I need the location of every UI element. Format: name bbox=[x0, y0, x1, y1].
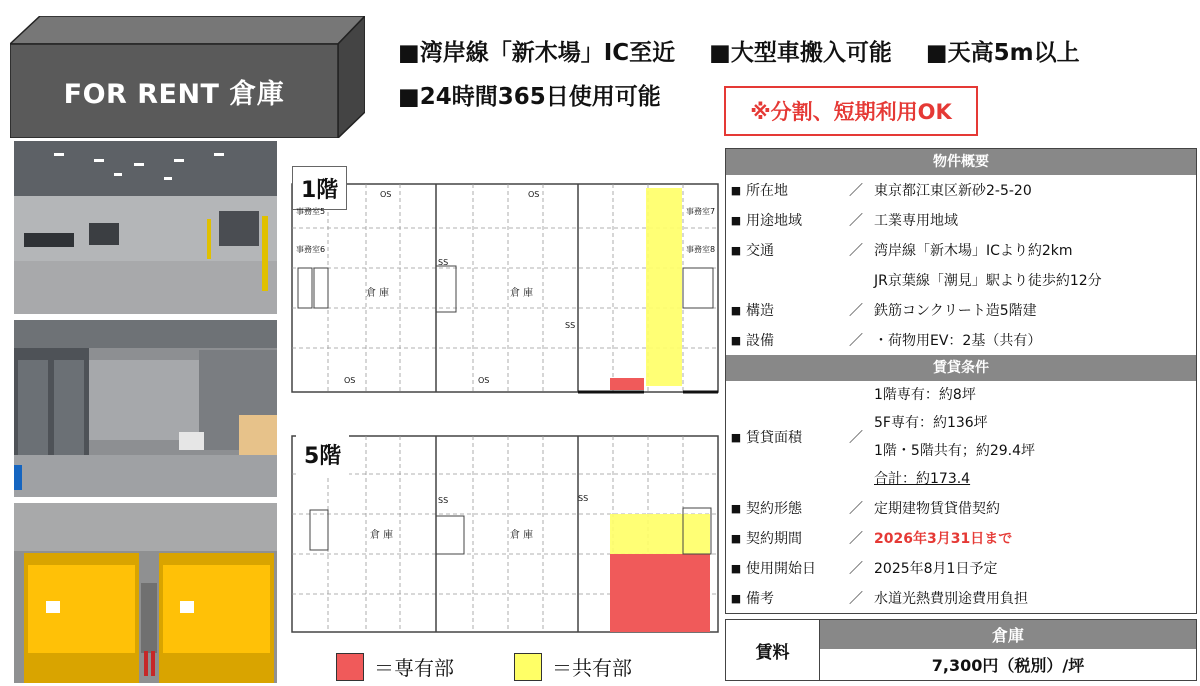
info-key: 賃貸面積 bbox=[746, 430, 802, 446]
os-label: OS bbox=[380, 190, 392, 199]
rent-header: 倉庫 bbox=[820, 620, 1196, 649]
os-label: OS bbox=[478, 376, 490, 385]
floor-plan-5f-drawing bbox=[288, 424, 720, 640]
bullet: ■ bbox=[730, 531, 742, 545]
info-value: 水道光熱費別途費用負担 bbox=[874, 591, 1028, 607]
slash: ／ bbox=[849, 333, 863, 349]
floor-plan-1f-drawing bbox=[288, 158, 720, 398]
info-value: 湾岸線「新木場」ICより約2km bbox=[874, 243, 1073, 259]
bullet: ■ bbox=[730, 561, 742, 575]
info-row bbox=[726, 205, 1196, 235]
feature-row-1 bbox=[398, 28, 1198, 72]
floor-label-5f: 5階 bbox=[296, 432, 349, 476]
rent-table bbox=[725, 619, 1197, 681]
feature-item: ■24時間365日使用可能 bbox=[398, 83, 661, 110]
page-title: FOR RENT 倉庫 bbox=[63, 78, 285, 110]
info-value: 東京都江東区新砂2-5-20 bbox=[874, 183, 1032, 199]
info-key: 使用開始日 bbox=[746, 561, 816, 577]
info-row bbox=[726, 325, 1196, 355]
feature-item: ■天高5m以上 bbox=[925, 39, 1080, 66]
room-label: 事務室6 bbox=[296, 245, 326, 254]
slash: ／ bbox=[849, 243, 863, 259]
section-header-overview: 物件概要 bbox=[726, 149, 1196, 175]
slash: ／ bbox=[849, 213, 863, 229]
warehouse-label: 倉 庫 bbox=[366, 288, 390, 299]
info-value: ・荷物用EV：2基（共有） bbox=[874, 333, 1042, 349]
info-value: 2025年8月1日予定 bbox=[874, 561, 998, 577]
info-key: 設備 bbox=[746, 333, 774, 349]
info-row bbox=[726, 553, 1196, 583]
info-row bbox=[726, 583, 1196, 613]
feature-item: ■湾岸線「新木場」IC至近 bbox=[398, 39, 676, 66]
area-value: 5F専有：約136坪 bbox=[874, 415, 988, 431]
info-row bbox=[726, 265, 1196, 295]
room-label: 事務室8 bbox=[686, 245, 716, 254]
info-key: 交通 bbox=[746, 243, 774, 259]
info-row bbox=[726, 523, 1196, 553]
warehouse-label: 倉 庫 bbox=[510, 530, 534, 541]
room-label: 事務室7 bbox=[686, 207, 716, 216]
photo-loading-area bbox=[14, 320, 277, 497]
bullet: ■ bbox=[730, 243, 742, 257]
info-row bbox=[726, 493, 1196, 523]
warehouse-label: 倉 庫 bbox=[370, 530, 394, 541]
rent-value: 7,300円（税別）/坪 bbox=[931, 656, 1085, 675]
floor-label-1f: 1階 bbox=[292, 166, 347, 210]
floor-plan-5f bbox=[288, 424, 720, 640]
legend-swatch-exclusive bbox=[336, 653, 364, 681]
bullet: ■ bbox=[730, 213, 742, 227]
ss-label: SS bbox=[438, 258, 449, 267]
floor-plan-1f bbox=[288, 158, 720, 398]
info-value: JR京葉線「潮見」駅より徒歩約12分 bbox=[874, 273, 1102, 289]
info-key: 備考 bbox=[746, 591, 774, 607]
notice-box: ※分割、短期利用OK bbox=[724, 86, 978, 136]
ss-label: SS bbox=[578, 494, 589, 503]
photo-warehouse-interior bbox=[14, 141, 277, 314]
info-row bbox=[726, 175, 1196, 205]
slash: ／ bbox=[849, 183, 863, 199]
info-value: 工業専用地域 bbox=[874, 213, 958, 229]
os-label: OS bbox=[528, 190, 540, 199]
bullet: ■ bbox=[730, 430, 742, 444]
legend-label-shared: ＝共有部 bbox=[552, 656, 632, 680]
ss-label: SS bbox=[438, 496, 449, 505]
feature-item: ■大型車搬入可能 bbox=[709, 39, 892, 66]
slash: ／ bbox=[849, 501, 863, 517]
os-label: OS bbox=[344, 376, 356, 385]
legend bbox=[336, 652, 632, 681]
info-key: 契約期間 bbox=[746, 531, 802, 547]
area-value: 1階・5階共有；約29.4坪 bbox=[874, 443, 1035, 459]
room-label: 事務室5 bbox=[296, 207, 326, 216]
info-row-area bbox=[726, 381, 1196, 493]
bullet: ■ bbox=[730, 303, 742, 317]
slash: ／ bbox=[849, 591, 863, 607]
rent-label: 賃料 bbox=[726, 620, 820, 680]
info-value: 鉄筋コンクリート造5階建 bbox=[874, 303, 1037, 319]
slash: ／ bbox=[849, 561, 863, 577]
title-box bbox=[10, 16, 365, 138]
area-value: 1階専有：約8坪 bbox=[874, 387, 976, 403]
area-values bbox=[874, 381, 1196, 493]
bullet: ■ bbox=[730, 333, 742, 347]
slash: ／ bbox=[849, 430, 863, 446]
info-key: 構造 bbox=[746, 303, 774, 319]
warehouse-label: 倉 庫 bbox=[510, 288, 534, 299]
area-total: 合計：約173.4 bbox=[874, 471, 971, 487]
info-row bbox=[726, 295, 1196, 325]
property-info-table bbox=[725, 148, 1197, 614]
legend-label-exclusive: ＝専有部 bbox=[374, 656, 454, 680]
section-header-terms: 賃貸条件 bbox=[726, 355, 1196, 381]
info-value: 定期建物賃貸借契約 bbox=[874, 501, 1000, 517]
slash: ／ bbox=[849, 531, 863, 547]
info-key: 契約形態 bbox=[746, 501, 802, 517]
info-value-contract-period: 2026年3月31日まで bbox=[874, 531, 1013, 547]
slash: ／ bbox=[849, 303, 863, 319]
bullet: ■ bbox=[730, 591, 742, 605]
ss-label: SS bbox=[565, 321, 576, 330]
info-key: 所在地 bbox=[746, 183, 788, 199]
rent-detail bbox=[820, 620, 1196, 680]
photo-freight-elevator bbox=[14, 503, 277, 683]
info-row bbox=[726, 235, 1196, 265]
legend-swatch-shared bbox=[514, 653, 542, 681]
info-key: 用途地域 bbox=[746, 213, 802, 229]
bullet: ■ bbox=[730, 183, 742, 197]
bullet: ■ bbox=[730, 501, 742, 515]
